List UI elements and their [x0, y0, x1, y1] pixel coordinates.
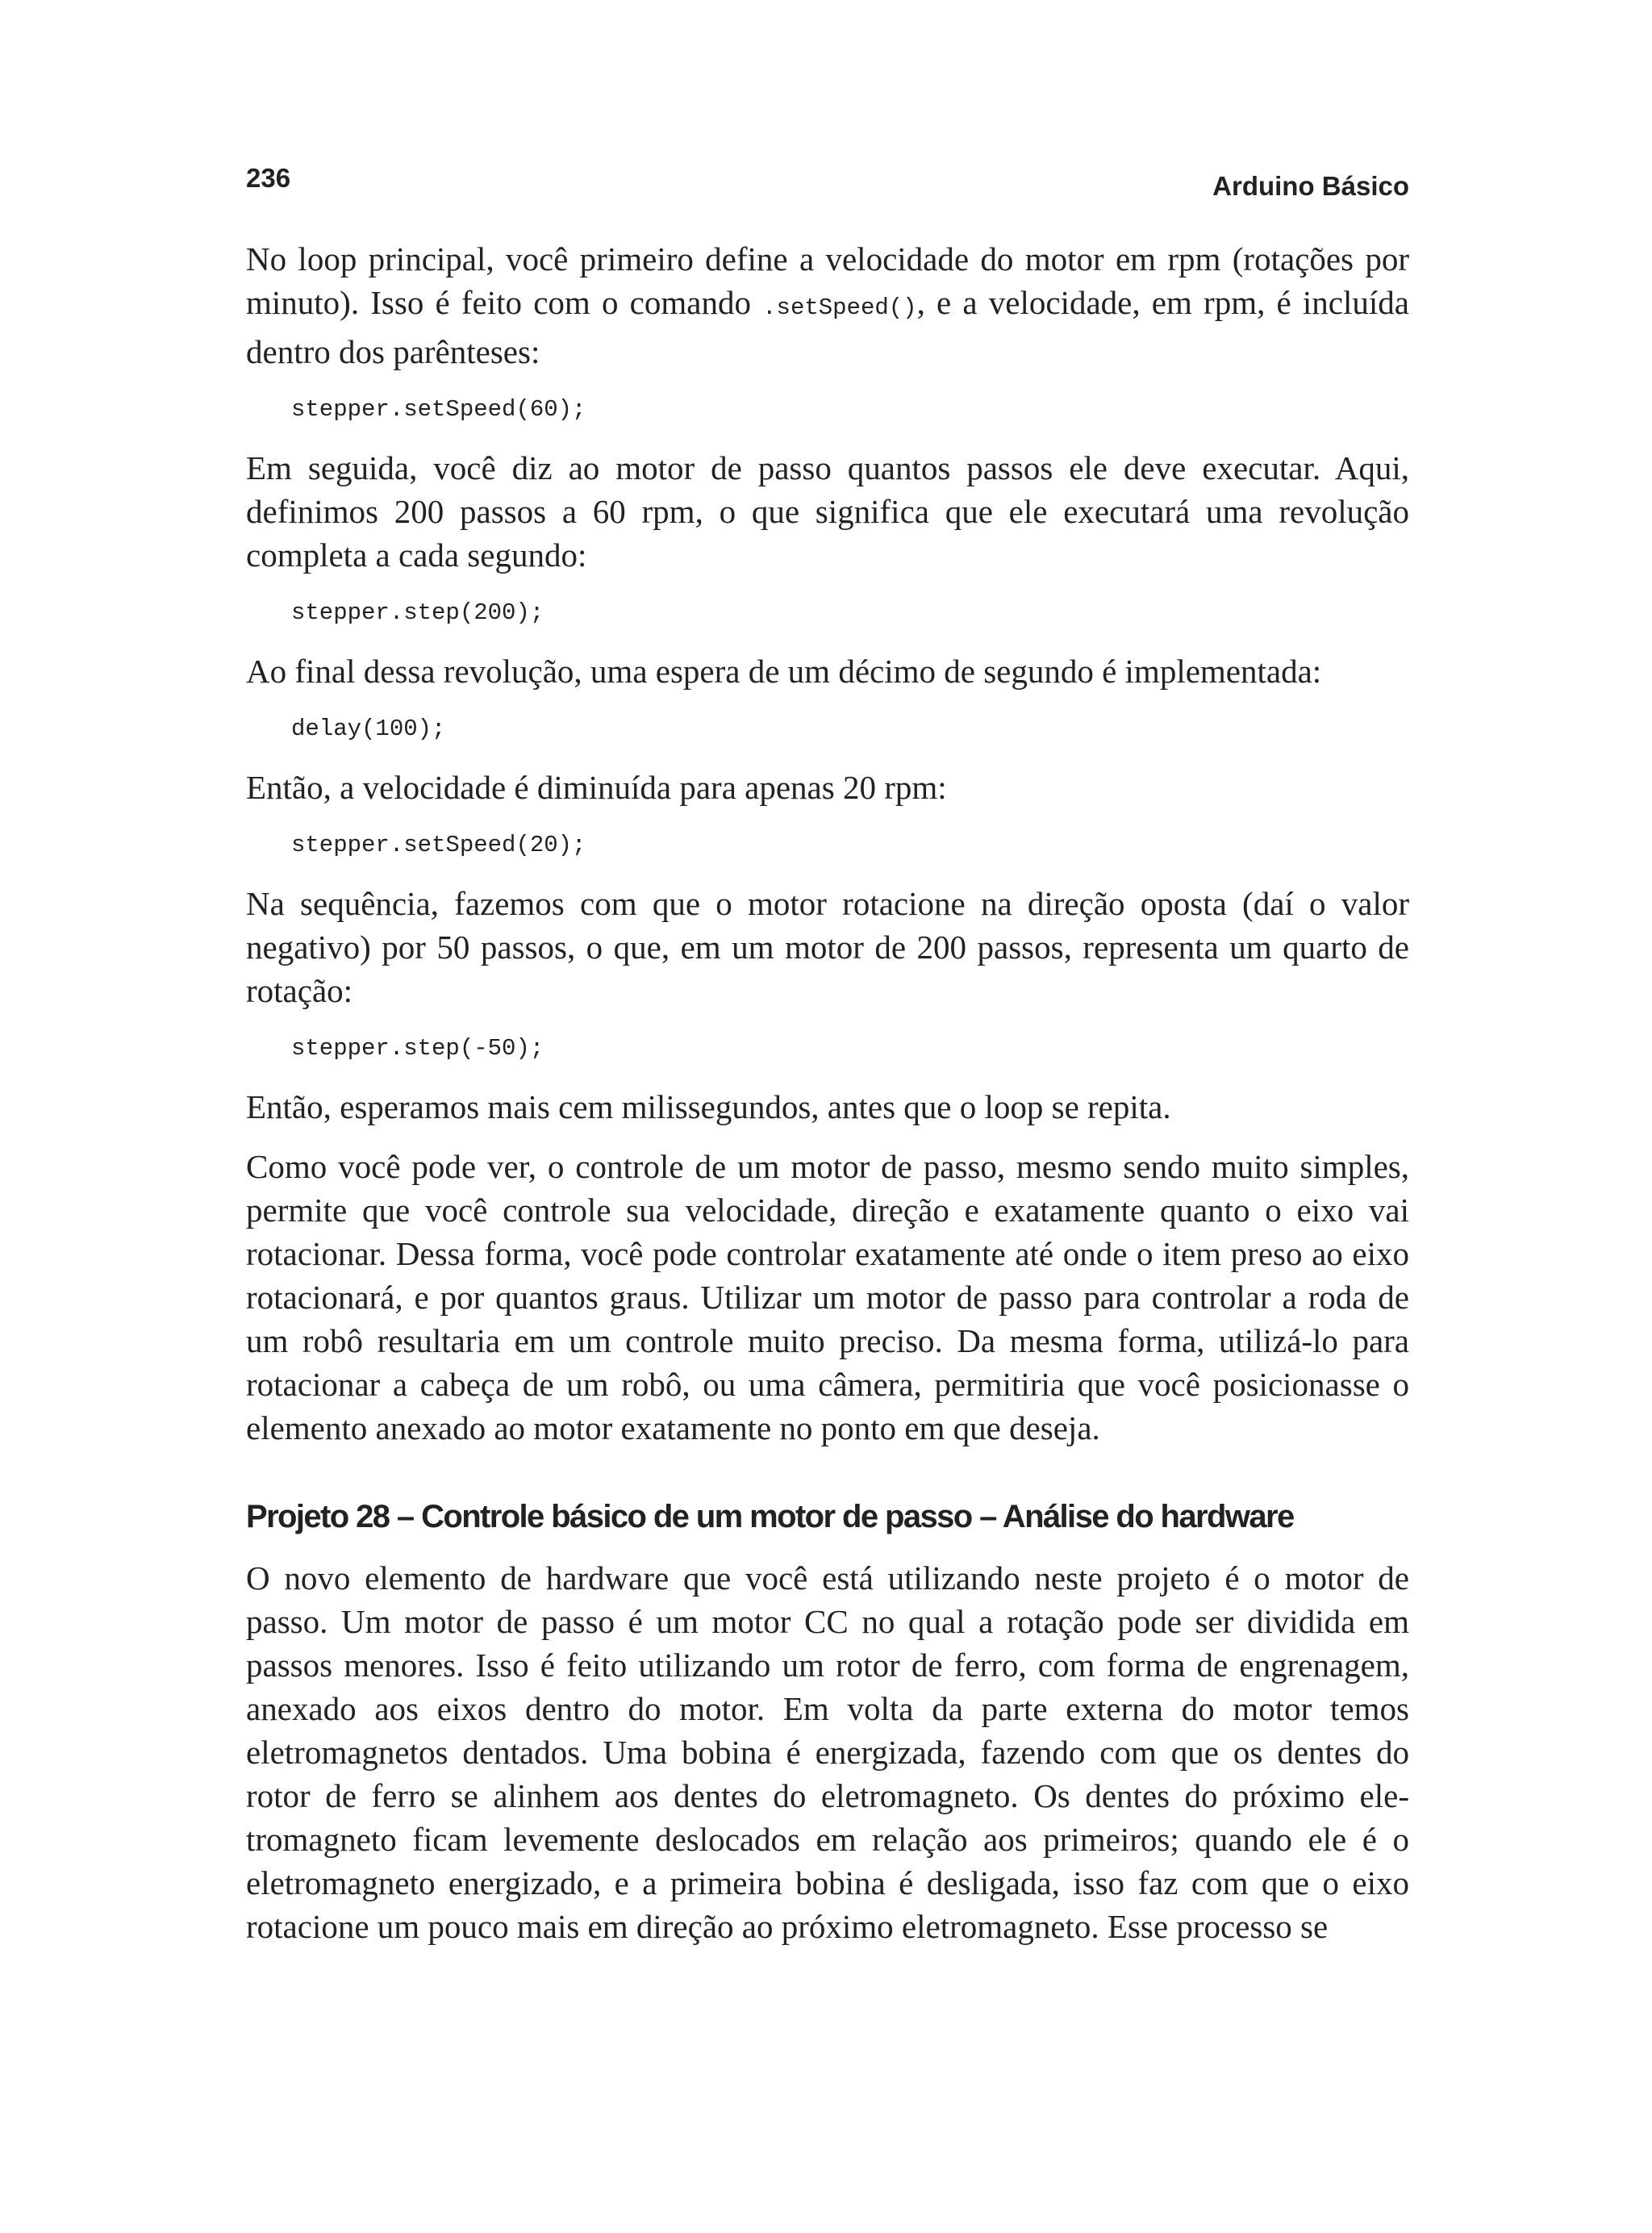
book-page: [246, 160, 1409, 1945]
paragraph: Em seguida, você diz ao motor de passo quantos passos ele deve executar. Aqui, definimos 200 passos a 60 rpm, o que significa que ele executará uma revolução completa a cada segundo:: [246, 449, 1409, 574]
inline-code: .setSpeed(): [762, 294, 917, 321]
code-line: delay(100);: [291, 716, 446, 742]
code-line: stepper.setSpeed(60);: [291, 396, 586, 423]
paragraph: Então, esperamos mais cem milissegundos, antes que o loop se repita.: [246, 1088, 1171, 1125]
paragraph: Ao final dessa revolução, uma espera de um décimo de segundo é implementada:: [246, 653, 1322, 690]
paragraph: O novo elemento de hardware que você está utilizando neste projeto é o motor de passo. Um motor de passo é um motor CC no qual a rotação pode ser dividida em passos menores. Isso é feito utilizando um rotor de ferro, com forma de engrenagem, anexado aos eixos dentro do motor. Em volta da parte externa do motor temos eletromagnetos dentados. Uma bobina é energizada, fazendo com que os dentes do rotor de ferro se alinhem aos dentes do eletromagneto. Os dentes do próximo ele-tromagneto ficam levemente deslocados em relação aos primeiros; quando ele é o eletromagneto energizado, e a primeira bobina é desligada, isso faz com que o eixo rotacione um pouco mais em direção ao próximo eletromagneto. Esse processo se: [246, 1559, 1409, 1945]
page-number: 236: [246, 163, 291, 193]
code-line: stepper.step(200);: [291, 599, 544, 626]
paragraph-text: No loop principal, você primeiro define a velocidade do motor em rpm (rotações por minuto). Isso é feito com o comando: [246, 240, 1409, 321]
section-heading: Projeto 28 – Controle básico de um motor de passo – Análise do hardware: [246, 1499, 1294, 1534]
paragraph-text: , e a velocidade, em rpm, é incluída dentro dos parênteses:: [246, 284, 1409, 370]
paragraph: Então, a velocidade é diminuída para apenas 20 rpm:: [246, 769, 947, 806]
page-content: [246, 237, 1409, 1964]
paragraph: Como você pode ver, o controle de um motor de passo, mesmo sendo muito simples, permite que você controle sua velocidade, direção e exatamente quanto o eixo vai rotacionar. Dessa forma, você pode controlar exatamente até onde o item preso ao eixo rotacionará, e por quantos graus. Utilizar um motor de passo para controlar a roda de um robô resultaria em um controle muito preciso. Da mesma forma, utilizá-lo para rotacionar a cabeça de um robô, ou uma câmera, permitiria que você posicionasse o elemento anexado ao motor exatamente no ponto em que deseja.: [246, 1148, 1409, 1446]
code-line: stepper.setSpeed(20);: [291, 832, 586, 858]
code-line: stepper.step(-50);: [291, 1035, 544, 1062]
book-title: Arduino Básico: [1212, 171, 1409, 201]
running-head: [246, 160, 1409, 208]
paragraph: Na sequência, fazemos com que o motor rotacione na direção oposta (daí o valor negativo) por 50 passos, o que, em um motor de 200 passos, representa um quarto de rotação:: [246, 885, 1409, 1009]
paragraph: [246, 237, 1409, 374]
